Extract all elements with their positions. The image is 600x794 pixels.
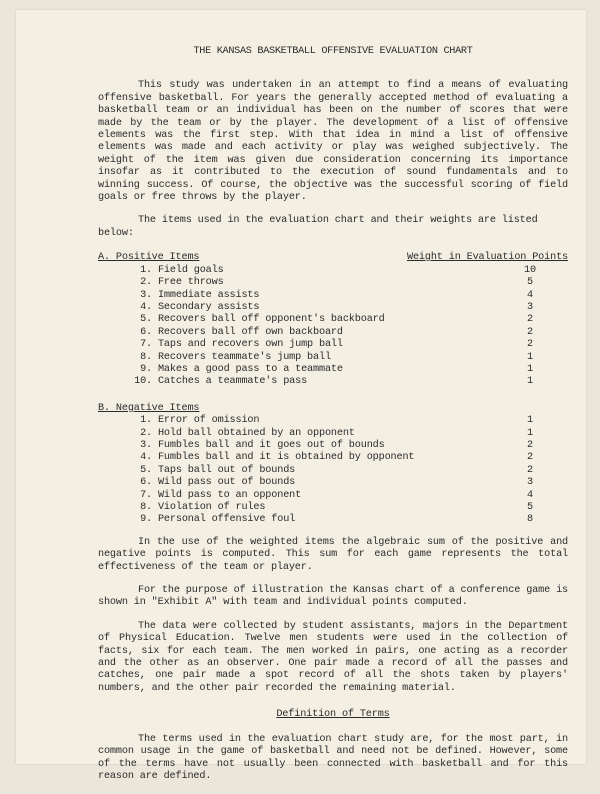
- negative-item: [98, 452, 568, 464]
- positive-item: [98, 302, 568, 314]
- item-number: 1.: [140, 415, 152, 427]
- item-points: 2: [527, 326, 533, 338]
- illustration-paragraph: For the purpose of illustration the Kansas chart of a conference game is shown in "Exhibit A" with team and individual points computed.: [98, 585, 568, 609]
- item-label: Recovers teammate's jump ball: [157, 351, 331, 363]
- items-intro-paragraph: The items used in the evaluation chart and their weights are listed below:: [98, 215, 538, 239]
- item-label: Secondary assists: [157, 301, 260, 313]
- positive-item: [98, 327, 568, 339]
- positive-item: [98, 265, 568, 277]
- definition-of-terms-heading: Definition of Terms: [276, 709, 390, 721]
- item-points: 2: [527, 339, 533, 351]
- positive-items-list: [98, 265, 568, 389]
- item-number: 1.: [140, 264, 152, 276]
- positive-item: [98, 376, 568, 388]
- negative-items-heading: B. Negative Items: [98, 402, 200, 414]
- negative-item: [98, 440, 568, 452]
- negative-items-header: [98, 403, 568, 415]
- positive-item: [98, 290, 568, 302]
- weight-heading: Weight in Evaluation Points: [406, 252, 568, 264]
- item-label: Catches a teammate's pass: [157, 376, 308, 388]
- negative-items-list: [98, 415, 568, 527]
- negative-item: [98, 428, 568, 440]
- item-number: 3.: [140, 439, 152, 451]
- document-content: [98, 46, 568, 794]
- item-number: 6.: [140, 477, 152, 489]
- item-label: Wild pass out of bounds: [157, 477, 296, 489]
- item-points: 2: [527, 452, 533, 464]
- item-number: 2.: [140, 277, 152, 289]
- item-points: 5: [527, 502, 533, 513]
- item-points: 1: [527, 363, 533, 375]
- positive-item: [98, 364, 568, 376]
- item-number: 8.: [140, 351, 152, 363]
- item-label: Personal offensive foul: [157, 514, 296, 526]
- item-number: 10.: [134, 376, 152, 388]
- item-label: Immediate assists: [157, 289, 260, 301]
- item-label: Taps and recovers own jump ball: [157, 339, 343, 351]
- item-points: 3: [527, 301, 533, 313]
- item-label: Field goals: [157, 264, 224, 276]
- item-label: Recovers ball off opponent's backboard: [157, 314, 385, 326]
- item-points: 2: [527, 464, 533, 476]
- item-label: Wild pass to an opponent: [157, 489, 302, 501]
- negative-item: [98, 502, 568, 514]
- item-points: 5: [527, 277, 533, 289]
- item-number: 4.: [140, 452, 152, 464]
- item-label: Makes a good pass to a teammate: [157, 363, 343, 375]
- item-points: 2: [527, 439, 533, 451]
- positive-items-header: [98, 252, 568, 264]
- terms-paragraph: The terms used in the evaluation chart study are, for the most part, in common usage in the game of basketball and need not be defined. However, some of the terms have not usually been connected with basketball and for this reason are defined.: [98, 733, 568, 782]
- item-number: 9.: [140, 363, 152, 375]
- positive-item: [98, 277, 568, 289]
- item-number: 9.: [140, 514, 152, 526]
- item-number: 3.: [140, 289, 152, 301]
- item-label: Taps ball out of bounds: [157, 464, 296, 476]
- item-label: Free throws: [157, 277, 224, 289]
- negative-item: [98, 514, 568, 526]
- item-points: 1: [527, 427, 533, 439]
- item-points: 1: [527, 415, 533, 427]
- item-points: 2: [527, 314, 533, 326]
- item-label: Fumbles ball and it goes out of bounds: [157, 439, 385, 451]
- positive-item: [98, 314, 568, 326]
- item-points: 1: [527, 376, 533, 388]
- item-label: Fumbles ball and it is obtained by opponent: [157, 452, 415, 464]
- negative-item: [98, 477, 568, 489]
- item-number: 6.: [140, 326, 152, 338]
- negative-item: [98, 415, 568, 427]
- positive-item: [98, 352, 568, 364]
- item-number: 2.: [140, 427, 152, 439]
- item-points: 8: [527, 514, 533, 526]
- negative-item: [98, 465, 568, 477]
- data-collection-paragraph: The data were collected by student assistants, majors in the Department of Physical Education. Twelve men students were used in the collection of facts, six for each team. The men worked in pairs, one acting as a recorder and the other as an observer. One pair made a record of all the passes and catches, one pair made a spot record of all the shots taken by players' numbers, and the other pair recorded the remaining material.: [98, 620, 568, 694]
- item-points: 10: [524, 264, 536, 276]
- item-label: Violation of rules: [157, 502, 266, 513]
- item-number: 4.: [140, 301, 152, 313]
- algebraic-sum-paragraph: In the use of the weighted items the algebraic sum of the positive and negative points is computed. This sum for each game represents the total effectiveness of the team or player.: [98, 536, 568, 573]
- item-number: 5.: [140, 314, 152, 326]
- item-points: 1: [527, 351, 533, 363]
- item-number: 7.: [140, 339, 152, 351]
- item-points: 4: [527, 489, 533, 501]
- document-title: THE KANSAS BASKETBALL OFFENSIVE EVALUATION CHART: [193, 46, 473, 57]
- item-points: 3: [527, 477, 533, 489]
- item-number: 8.: [140, 502, 152, 513]
- negative-item: [98, 490, 568, 502]
- item-points: 4: [527, 289, 533, 301]
- item-number: 7.: [140, 489, 152, 501]
- item-number: 5.: [140, 464, 152, 476]
- document-page: [16, 10, 586, 782]
- positive-item: [98, 339, 568, 351]
- intro-paragraph: This study was undertaken in an attempt to find a means of evaluating offensive basketball. For years the generally accepted method of evaluating a basketball team or an individual has been on the number of scores that were made by the team or by the player. The development of a list of offensive elements was the first step. With that idea in mind a list of offensive elements was made and each activity or play was weighed subjectively. The weight of the item was given due consideration concerning its importance insofar as it contributed to the execution of sound fundamentals and to winning success. Of course, the objective was the successful scoring of field goals or free throws by the player.: [98, 80, 568, 204]
- item-label: Error of omission: [157, 415, 260, 427]
- positive-items-heading: A. Positive Items: [98, 252, 200, 264]
- item-label: Recovers ball off own backboard: [157, 326, 343, 338]
- item-label: Hold ball obtained by an opponent: [157, 427, 355, 439]
